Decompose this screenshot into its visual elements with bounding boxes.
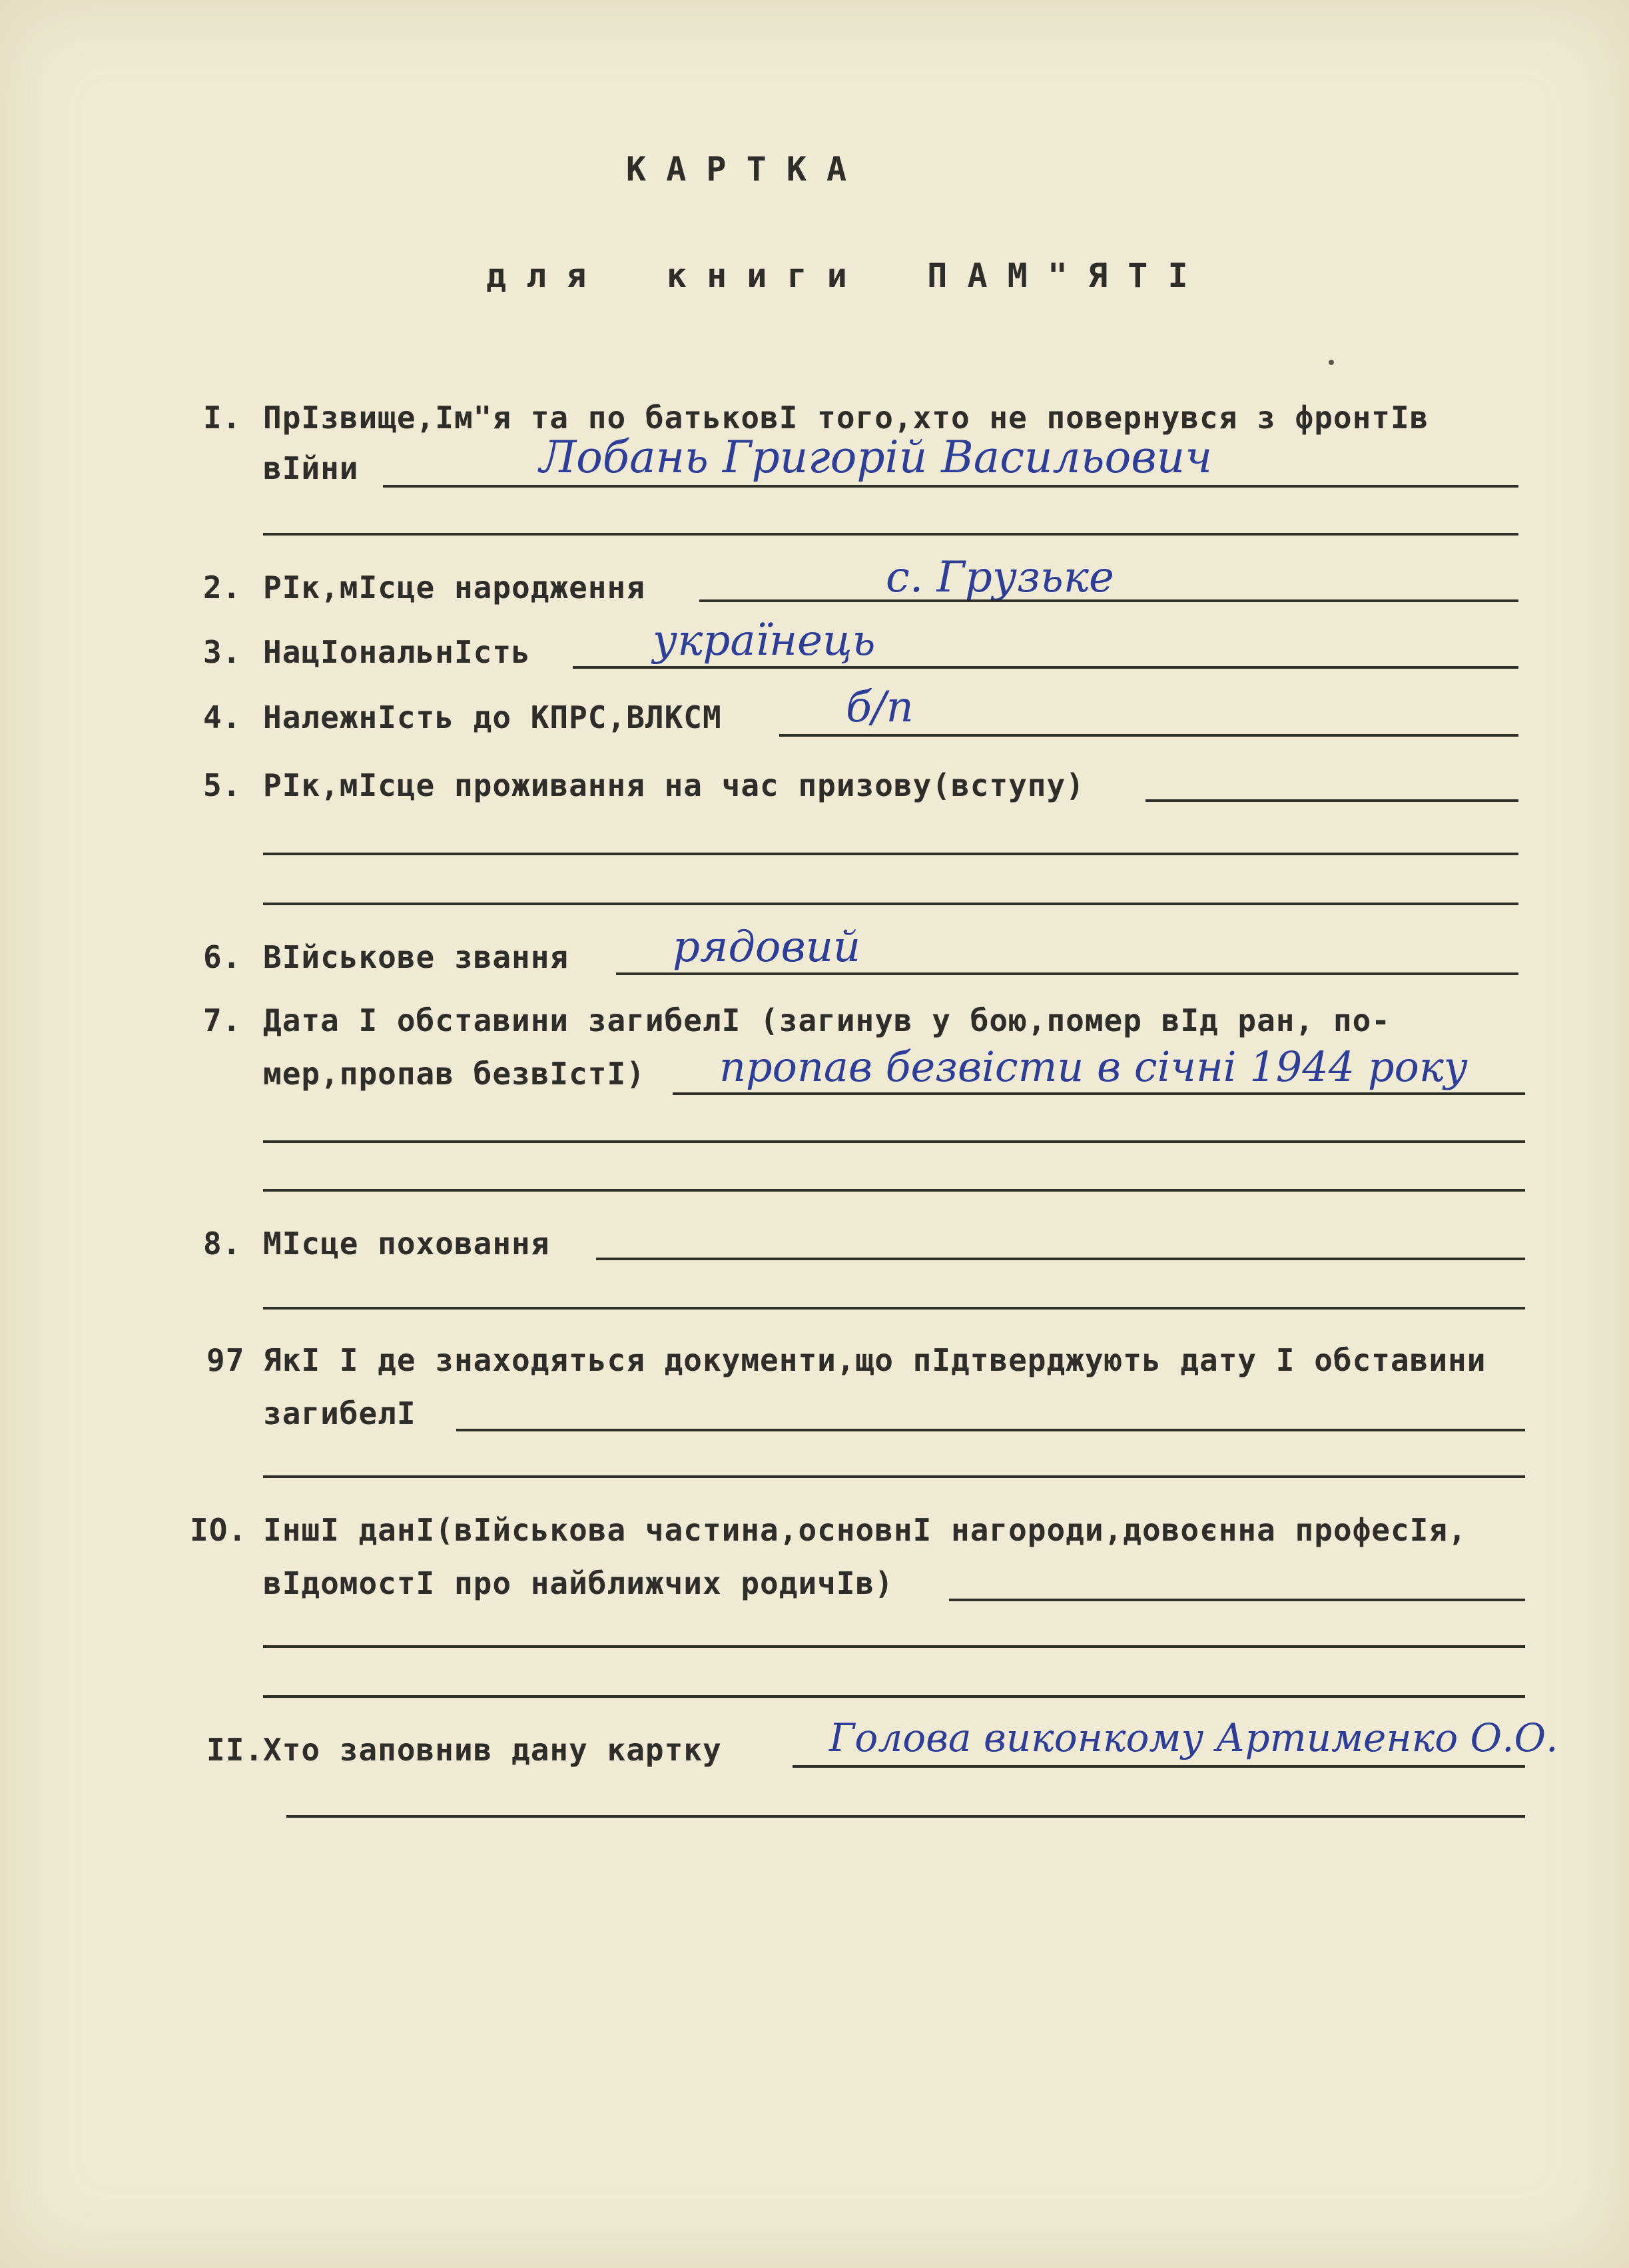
field-line bbox=[1145, 799, 1518, 802]
field-line bbox=[263, 903, 1518, 905]
field-label: ІншІ данІ(вІйськова частина,основнІ нагороди,довоєнна професІя, bbox=[263, 1512, 1467, 1548]
field-label-cont: загибелІ bbox=[263, 1395, 416, 1431]
field-number: IO. bbox=[190, 1512, 248, 1548]
handwritten-value: с. Грузьке bbox=[886, 553, 1114, 602]
handwritten-value: б/п bbox=[846, 683, 914, 732]
field-label: Дата І обставини загибелІ (загинув у бою,помер вІд ран, по- bbox=[263, 1002, 1391, 1038]
field-line bbox=[263, 533, 1518, 536]
field-line bbox=[793, 1765, 1525, 1768]
field-number: 7. bbox=[203, 1002, 242, 1038]
document-subtitle: д л я к н и г и П А М " Я Т І bbox=[486, 256, 1188, 295]
field-line bbox=[263, 1695, 1525, 1698]
field-number: 97 bbox=[206, 1342, 245, 1378]
field-label: НацІональнІсть bbox=[263, 634, 531, 670]
field-number: 6. bbox=[203, 939, 242, 975]
handwritten-value: українець bbox=[653, 616, 876, 665]
field-label: МІсце поховання bbox=[263, 1226, 550, 1262]
field-label-cont: мер,пропав безвІстІ) bbox=[263, 1056, 645, 1092]
handwritten-value: Голова виконкому Артименко О.О. bbox=[829, 1715, 1558, 1760]
field-number: 5. bbox=[203, 767, 242, 803]
field-label-cont: вІйни bbox=[263, 450, 359, 486]
field-line bbox=[263, 1475, 1525, 1478]
field-line bbox=[263, 853, 1518, 855]
field-line bbox=[286, 1815, 1525, 1818]
field-label: ЯкІ І де знаходяться документи,що пІдтверджують дату І обставини bbox=[263, 1342, 1486, 1378]
field-number: 4. bbox=[203, 699, 242, 735]
field-number: 8. bbox=[203, 1226, 242, 1262]
field-line bbox=[383, 485, 1518, 488]
field-line bbox=[616, 972, 1518, 975]
field-label: РІк,мІсце народження bbox=[263, 569, 645, 605]
field-line bbox=[673, 1092, 1525, 1095]
field-number: 2. bbox=[203, 569, 242, 605]
ink-dot bbox=[1329, 360, 1334, 365]
field-line bbox=[263, 1307, 1525, 1310]
field-line bbox=[263, 1140, 1525, 1143]
field-line bbox=[263, 1189, 1525, 1192]
field-number: 3. bbox=[203, 634, 242, 670]
field-label: ВІйськове звання bbox=[263, 939, 569, 975]
handwritten-value: Лобань Григорій Васильович bbox=[539, 432, 1213, 483]
field-number: II. bbox=[206, 1732, 264, 1768]
field-label: Хто заповнив дану картку bbox=[263, 1732, 722, 1768]
handwritten-value: пропав безвісти в січні 1944 року bbox=[719, 1042, 1468, 1091]
field-number: I. bbox=[203, 400, 242, 436]
field-line bbox=[596, 1258, 1525, 1260]
field-line bbox=[699, 599, 1518, 602]
field-line bbox=[949, 1599, 1525, 1601]
field-line bbox=[779, 734, 1518, 737]
field-line bbox=[456, 1429, 1525, 1431]
field-label: РІк,мІсце проживання на час призову(вступу) bbox=[263, 767, 1085, 803]
field-line bbox=[573, 666, 1518, 669]
field-line bbox=[263, 1645, 1525, 1648]
document-title: К А Р Т К А bbox=[626, 150, 847, 189]
field-label-cont: вІдомостІ про найближчих родичІв) bbox=[263, 1565, 894, 1601]
handwritten-value: рядовий bbox=[673, 923, 861, 972]
field-label: ПрІзвище,Ім"я та по батьковІ того,хто не повернувся з фронтІв bbox=[263, 400, 1429, 436]
field-label: НалежнІсть до КПРС,ВЛКСМ bbox=[263, 699, 722, 735]
